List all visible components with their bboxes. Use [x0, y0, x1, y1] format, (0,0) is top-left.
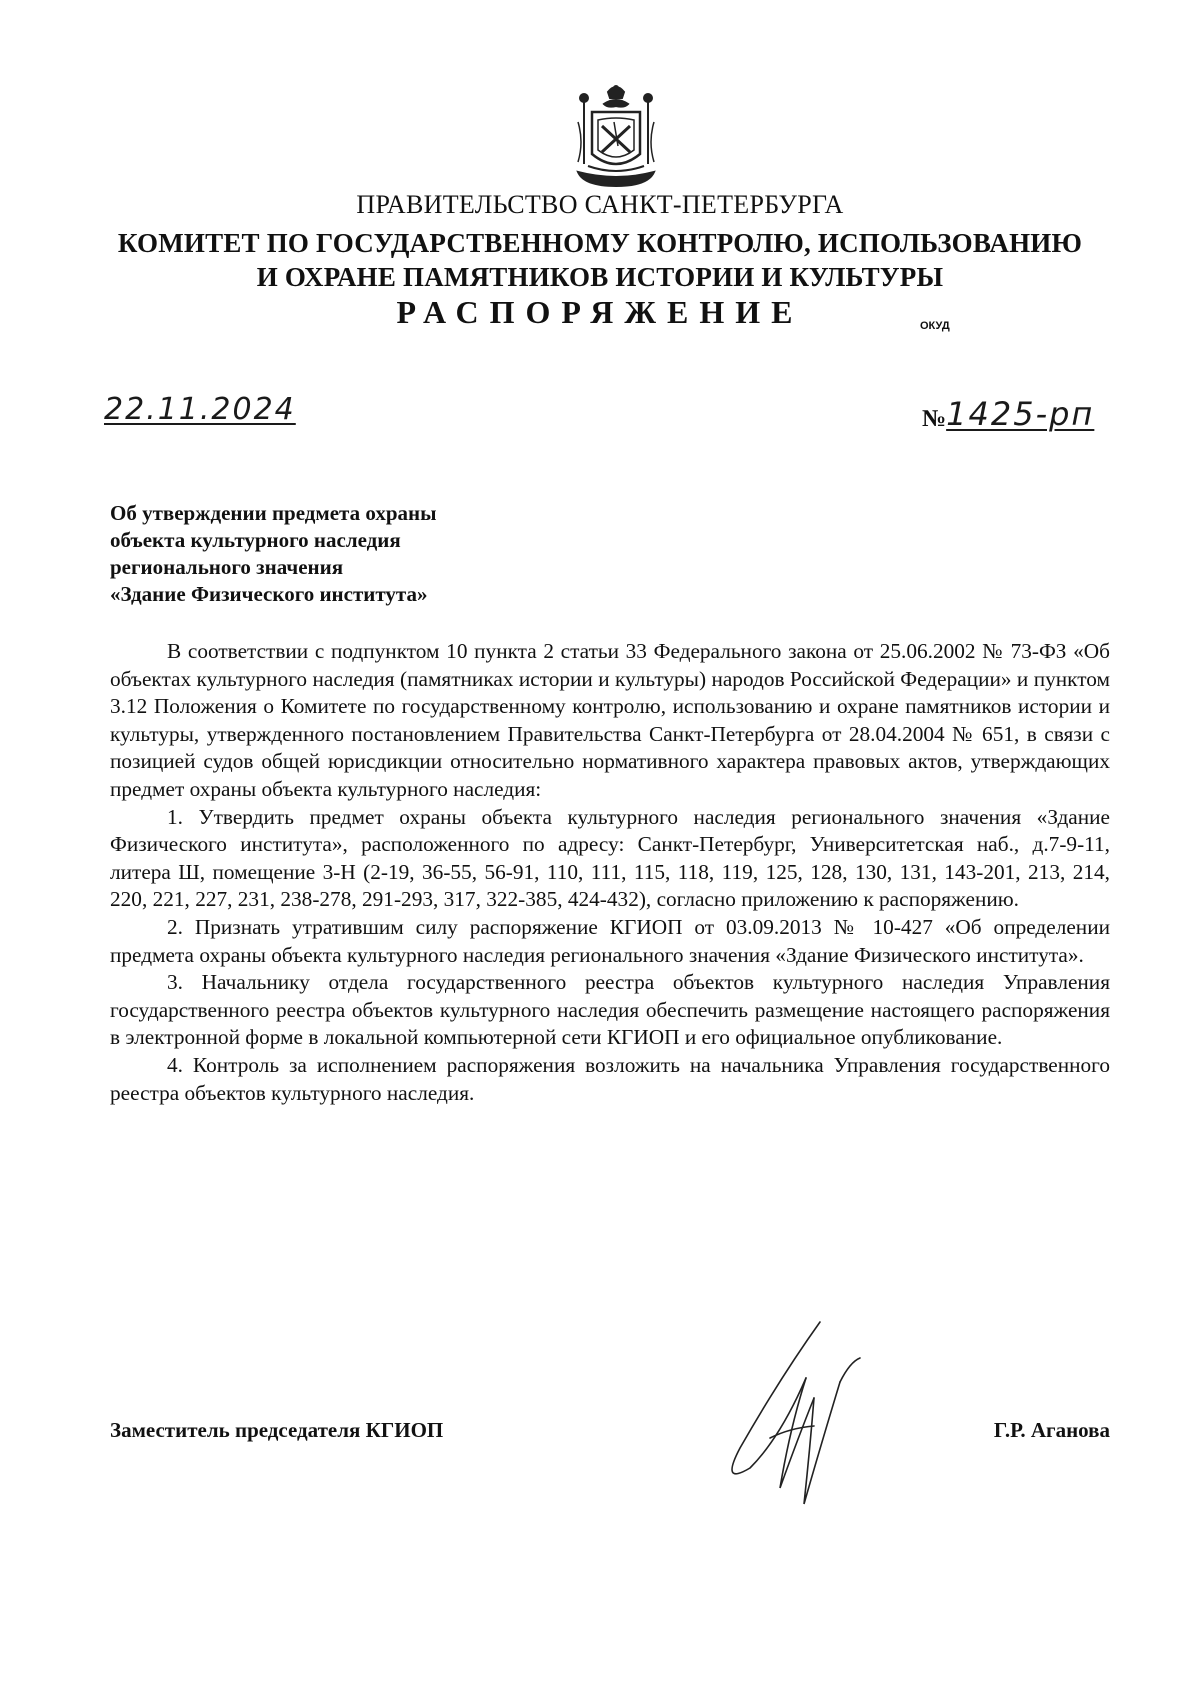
clause-2-paragraph: 2. Признать утратившим силу распоряжение КГИОП от 03.09.2013 № 10-427 «Об определении предмета охраны объекта культурного наследия регионального значения «Здание Физического института».: [110, 914, 1110, 967]
subject-line: «Здание Физического института»: [110, 582, 428, 606]
okud-label: ОКУД: [920, 320, 950, 332]
document-number: [922, 395, 1094, 433]
subject-line: объекта культурного наследия: [110, 528, 401, 552]
clause-1-paragraph: 1. Утвердить предмет охраны объекта культурного наследия регионального значения «Здание Физического института», расположенного по адресу: Санкт-Петербург, Университетская наб., д.7-9-11, литера Ш, помещение 3-Н (2-19, 36-55, 56-91, 110, 111, 115, 118, 119, 125, 128, 130, 131, 143-201, 213, 214, 220, 221, 227, 231, 238-278, 291-293, 317, 322-385, 424-432), согласно приложению к распоряжению.: [110, 804, 1110, 912]
coat-of-arms-icon: [574, 82, 658, 192]
clause-4-paragraph: 4. Контроль за исполнением распоряжения возложить на начальника Управления государственного реестра объектов культурного наследия.: [110, 1052, 1110, 1105]
document-subject: [110, 500, 530, 608]
government-title: ПРАВИТЕЛЬСТВО САНКТ-ПЕТЕРБУРГА: [356, 190, 844, 219]
document-number-value: 1425-рп: [946, 395, 1095, 433]
subject-line: регионального значения: [110, 555, 344, 579]
committee-title-line-1: КОМИТЕТ ПО ГОСУДАРСТВЕННОМУ КОНТРОЛЮ, ИСПОЛЬЗОВАНИЮ: [117, 228, 1083, 258]
document-date: 22.11.2024: [104, 392, 296, 427]
number-sign: №: [922, 406, 947, 432]
committee-title-line-2: И ОХРАНЕ ПАМЯТНИКОВ ИСТОРИИ И КУЛЬТУРЫ: [256, 262, 944, 292]
handwritten-signature: [710, 1318, 870, 1508]
subject-line: Об утверждении предмета охраны: [110, 501, 437, 525]
preamble-paragraph: В соответствии с подпунктом 10 пункта 2 статьи 33 Федерального закона от 25.06.2002 № 73-ФЗ «Об объектах культурного наследия (памятниках истории и культуры) народов Российской Федерации» и пунктом 3.12 Положения о Комитете по государственному контролю, использованию и охране памятников истории и культуры, утвержденного постановлением Правительства Санкт-Петербурга от 28.04.2004 № 651, в связи с позицией судов общей юрисдикции относительно нормативного характера правовых актов, утверждающих предмет охраны объекта культурного наследия:: [110, 639, 1110, 801]
signatory-role: Заместитель председателя КГИОП: [110, 1418, 444, 1442]
signatory-name: Г.Р. Аганова: [993, 1418, 1110, 1442]
clause-3-paragraph: 3. Начальнику отдела государственного реестра объектов культурного наследия Управления государственного реестра объектов культурного наследия обеспечить размещение настоящего распоряжения в электронной форме в локальной компьютерной сети КГИОП и его официальное опубликование.: [110, 970, 1110, 1050]
document-type-title: РАСПОРЯЖЕНИЕ: [396, 294, 804, 330]
document-body: [110, 638, 1110, 1107]
